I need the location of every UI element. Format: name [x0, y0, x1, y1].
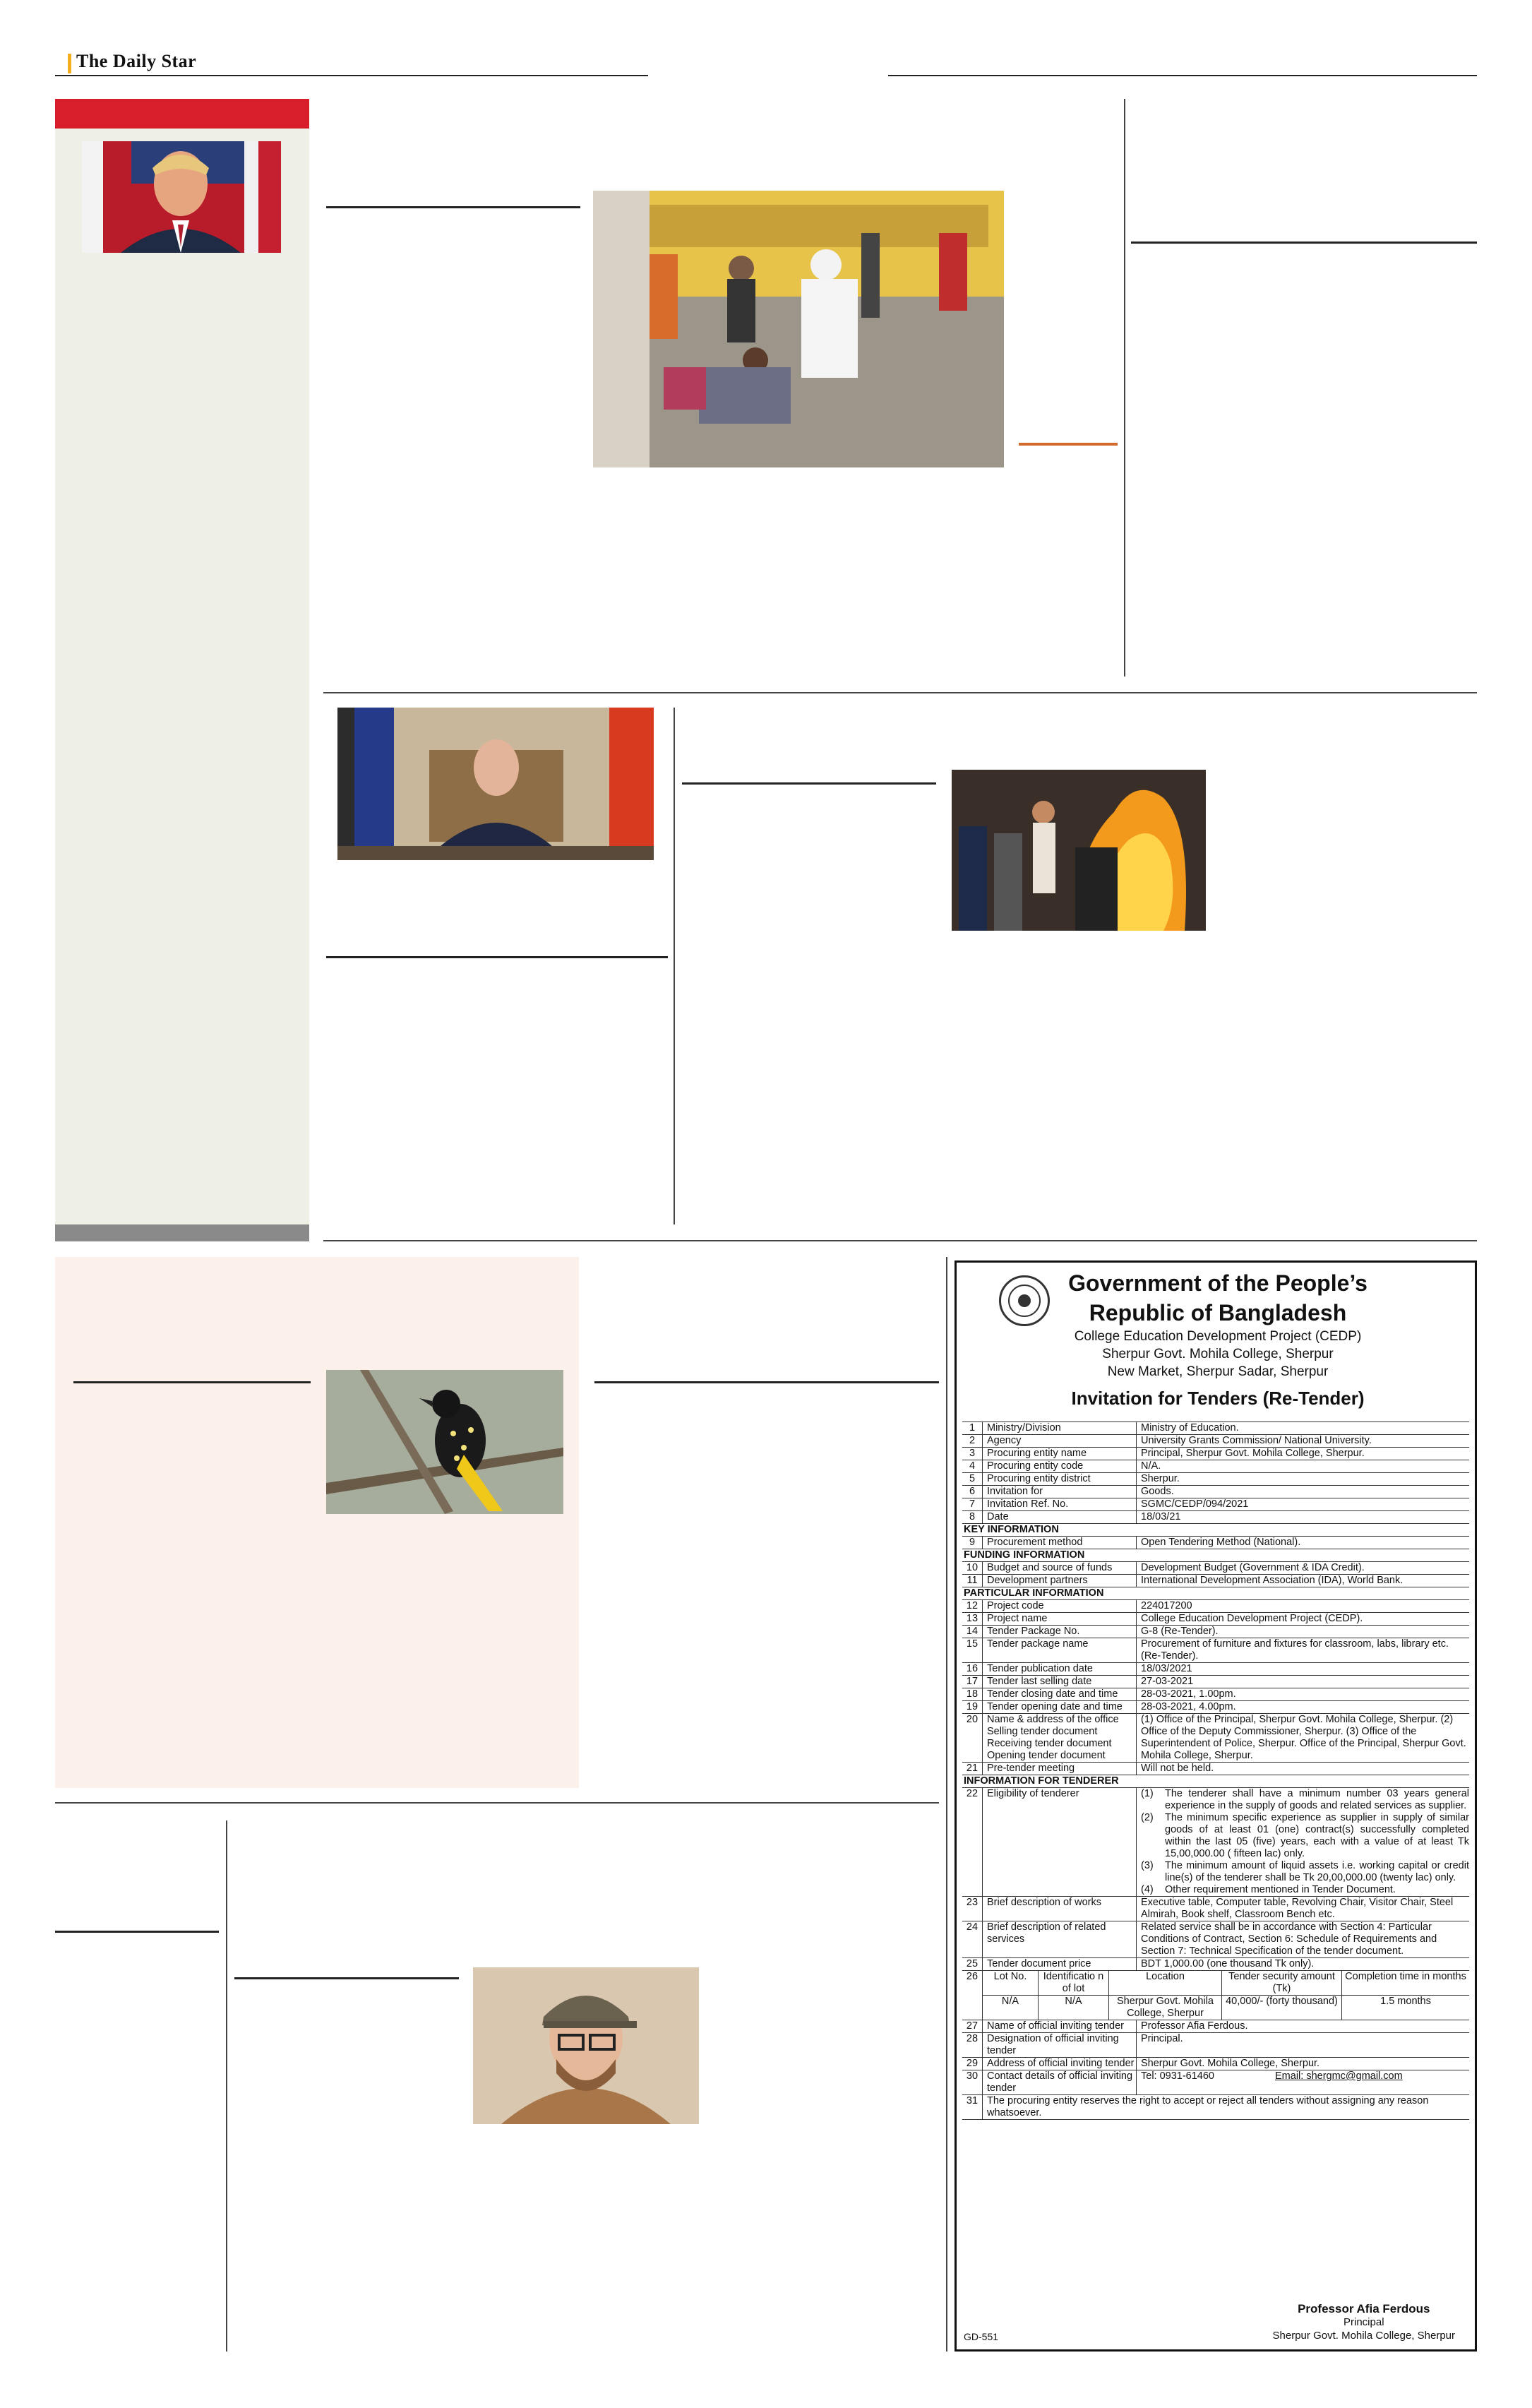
cell-label: Procurement method — [982, 1537, 1136, 1549]
cell-value: Executive table, Computer table, Revolving Chair, Visitor Chair, Steel Almirah, Book shelf, Classroom Bench etc. — [1136, 1897, 1469, 1921]
cell-label: Invitation for — [982, 1486, 1136, 1498]
table-row — [962, 1460, 1469, 1473]
column-divider — [1124, 99, 1125, 676]
cell-value: 18/03/2021 — [1136, 1663, 1469, 1675]
tender-table — [962, 1421, 1469, 2120]
cell-label: Tender opening date and time — [982, 1701, 1136, 1713]
project-name: College Education Development Project (CEDP) — [1074, 1329, 1362, 1344]
cell-n: 29 — [966, 2058, 979, 2069]
table-row — [962, 1638, 1469, 1663]
section-rule-3 — [55, 1802, 939, 1804]
cell-label: Tender last selling date — [982, 1676, 1136, 1688]
table-row — [962, 1613, 1469, 1626]
signatory-name: Professor Afia Ferdous — [1298, 2302, 1430, 2315]
cell-n: 11 — [967, 1575, 978, 1586]
lot-table-row: 26 Lot No. Identificatio n of lot Location Tender security amount (Tk) Completion time in months N/A N/A Sherpur Govt. Mohila College, Sherpur 40,000/- (forty thousand) 1.5 months — [962, 1971, 1469, 2020]
column-divider-3 — [946, 1257, 947, 2352]
cell-label: Procuring entity code — [982, 1460, 1136, 1472]
fire-photo[interactable] — [952, 770, 1206, 931]
cell-n: 9 — [969, 1537, 976, 1548]
section-particular-information: PARTICULAR INFORMATION — [962, 1587, 1469, 1600]
cell-value: BDT 1,000.00 (one thousand Tk only). — [1136, 1958, 1469, 1970]
cell-label: Pre-tender meeting — [982, 1763, 1136, 1775]
eligibility-item: (3) The minimum amount of liquid assets i.e. working capital or credit line(s) of the tenderer shall be Tk 20,00,000.00 (twenty lac) only. — [1141, 1860, 1469, 1883]
table-row — [962, 1448, 1469, 1460]
government-emblem-icon — [999, 1275, 1050, 1326]
table-row — [962, 2033, 1469, 2058]
cell-label: Tender package name — [982, 1638, 1136, 1662]
station-photo[interactable] — [593, 191, 1004, 467]
cell-value: 18/03/21 — [1136, 1511, 1469, 1523]
cell-n: 4 — [969, 1460, 976, 1472]
cell-label: Procuring entity name — [982, 1448, 1136, 1460]
table-row: 30 Contact details of official inviting tender Tel: 0931-61460 Email: shergmc@gmail.com — [962, 2070, 1469, 2095]
cell-value: 224017200 — [1136, 1600, 1469, 1612]
cell-n: 1 — [969, 1422, 976, 1434]
fire-story-rule — [682, 782, 936, 785]
cell-label: Name & address of the office Selling tender document Receiving tender document Opening tender document — [982, 1714, 1136, 1762]
invitation-title: Invitation for Tenders (Re-Tender) — [1071, 1388, 1365, 1409]
table-row — [962, 1921, 1469, 1958]
section-rule-1 — [323, 692, 1477, 693]
section-funding-information: FUNDING INFORMATION — [962, 1549, 1469, 1562]
cell-label: Ministry/Division — [982, 1422, 1136, 1434]
table-row — [962, 1626, 1469, 1638]
cell-value: Development Budget (Government & IDA Credit). — [1136, 1562, 1469, 1574]
cell-label: Agency — [982, 1435, 1136, 1447]
cell-n: 24 — [966, 1921, 979, 1933]
man-photo[interactable] — [473, 1967, 699, 2124]
cell-label: Date — [982, 1511, 1136, 1523]
cell-label: Name of official inviting tender — [982, 2020, 1136, 2032]
table-row — [962, 1701, 1469, 1714]
cell-value: University Grants Commission/ National University. — [1136, 1435, 1469, 1447]
table-row — [962, 1958, 1469, 1971]
cell-label: Brief description of related services — [982, 1921, 1136, 1957]
cell-label: Development partners — [982, 1575, 1136, 1587]
cell-value: 28-03-2021, 4.00pm. — [1136, 1701, 1469, 1713]
cell-label: Brief description of works — [982, 1897, 1136, 1921]
table-row — [962, 1562, 1469, 1575]
lot-header: Tender security amount (Tk) — [1221, 1971, 1341, 1995]
table-row — [962, 1435, 1469, 1448]
cell-value: Goods. — [1136, 1486, 1469, 1498]
cell-value: SGMC/CEDP/094/2021 — [1136, 1498, 1469, 1510]
cell-label: Invitation Ref. No. — [982, 1498, 1136, 1510]
header-rule-left — [55, 75, 648, 76]
college-name: Sherpur Govt. Mohila College, Sherpur — [1102, 1347, 1334, 1361]
tender-notice — [954, 1260, 1477, 2352]
cell-value: 27-03-2021 — [1136, 1676, 1469, 1688]
lot-value: 1.5 months — [1341, 1996, 1469, 2020]
cell-n: 27 — [966, 2020, 979, 2032]
orange-accent-rule — [1019, 443, 1118, 446]
government-title-line2: Republic of Bangladesh — [1089, 1300, 1347, 1325]
feature-panel — [55, 1257, 579, 1788]
cell-n: 13 — [966, 1613, 979, 1624]
table-row — [962, 1498, 1469, 1511]
cell-value: (1) Office of the Principal, Sherpur Govt. Mohila College, Sherpur. (2) Office of the Deputy Commissioner, Sherpur. (3) Office of the Superintendent of Police, Sherpur. Office of the Principal, Sherpur Govt. Mohila College, Sherpur. — [1136, 1714, 1469, 1762]
cell-value: Principal. — [1136, 2033, 1469, 2057]
cell-n: 21 — [966, 1763, 979, 1774]
cell-n: 25 — [966, 1958, 979, 1969]
cell-n: 2 — [969, 1435, 976, 1446]
cell-n: 15 — [966, 1638, 979, 1650]
sidebar-red-bar — [55, 99, 309, 129]
bottom-story-rule — [234, 1977, 459, 1979]
section-information-for-tenderer: INFORMATION FOR TENDERER — [962, 1775, 1469, 1788]
table-row — [962, 1537, 1469, 1549]
column-divider-2 — [674, 708, 675, 1224]
cell-label: Designation of official inviting tender — [982, 2033, 1136, 2057]
cell-n: 10 — [966, 1562, 979, 1573]
table-row — [962, 1486, 1469, 1498]
cell-label: Procuring entity district — [982, 1473, 1136, 1485]
cell-value: N/A. — [1136, 1460, 1469, 1472]
masthead-accent — [68, 54, 71, 73]
cell-n: 5 — [969, 1473, 976, 1484]
cell-n: 16 — [966, 1663, 979, 1674]
cell-label: Tender Package No. — [982, 1626, 1136, 1638]
lot-value: N/A — [1038, 1996, 1108, 2020]
cell-label: Project name — [982, 1613, 1136, 1625]
cell-value: Ministry of Education. — [1136, 1422, 1469, 1434]
section-key-information: KEY INFORMATION — [962, 1524, 1469, 1537]
lot-value: Sherpur Govt. Mohila College, Sherpur — [1108, 1996, 1221, 2020]
cell-value: Will not be held. — [1136, 1763, 1469, 1775]
cell-value: 28-03-2021, 1.00pm. — [1136, 1688, 1469, 1700]
cell-label: Budget and source of funds — [982, 1562, 1136, 1574]
lot-header: Location — [1108, 1971, 1221, 1995]
lot-header: Identificatio n of lot — [1038, 1971, 1108, 1995]
putin-story-rule — [326, 956, 668, 958]
cell-n: 6 — [969, 1486, 976, 1497]
cell-n: 8 — [969, 1511, 976, 1522]
cell-label: Tender document price — [982, 1958, 1136, 1970]
cell-value: International Development Association (IDA), World Bank. — [1136, 1575, 1469, 1587]
sidebar-gray-bar — [55, 1224, 309, 1241]
lot-header: Lot No. — [993, 1971, 1027, 1982]
cell-value: Professor Afia Ferdous. — [1136, 2020, 1469, 2032]
table-row — [962, 2020, 1469, 2033]
table-row — [962, 1663, 1469, 1676]
cell-value: Procurement of furniture and fixtures for classroom, labs, library etc. (Re-Tender). — [1136, 1638, 1469, 1662]
college-address: New Market, Sherpur Sadar, Sherpur — [1107, 1364, 1329, 1379]
cell-n: 23 — [966, 1897, 979, 1908]
eligibility-item: (4) Other requirement mentioned in Tender Document. — [1141, 1884, 1396, 1895]
contact-phone: Tel: 0931-61460 — [1141, 2070, 1214, 2082]
column-divider-4 — [226, 1820, 227, 2352]
table-row — [962, 1511, 1469, 1524]
cell-n: 3 — [969, 1448, 976, 1459]
story-headline-rule — [326, 206, 580, 208]
government-title-line1: Government of the People’s — [1068, 1270, 1368, 1296]
lot-value: N/A — [1001, 1996, 1019, 2007]
table-row: 22 Eligibility of tenderer (1) The tenderer shall have a minimum number 03 years general experience in the supply of goods and related services as supplier. (2) The minimum specific experience as supplier in supply of similar goods of at least 01 (one) contract(s) successfully completed within the last 05 (five) years, each with a value of at least Tk 15,00,000.00 ( fifteen lac) only. (3) The minimum amount of liquid assets i.e. working capital or credit line(s) of the tenderer shall be Tk 20,00,000.00 (twenty lac) only. (4) Other requirement mentioned in Tender Document. — [962, 1788, 1469, 1897]
table-row — [962, 1763, 1469, 1775]
lot-header: Completion time in months — [1341, 1971, 1469, 1995]
section-rule-2 — [323, 1240, 1477, 1241]
table-row — [962, 1422, 1469, 1435]
cell-n: 17 — [966, 1676, 979, 1687]
trump-photo[interactable] — [82, 141, 281, 253]
cell-n: 28 — [966, 2033, 979, 2044]
cell-value: Sherpur. — [1136, 1473, 1469, 1485]
cell-label: Tender publication date — [982, 1663, 1136, 1675]
cell-value: G-8 (Re-Tender). — [1136, 1626, 1469, 1638]
middle-story-rule — [594, 1381, 939, 1383]
table-row — [962, 1600, 1469, 1613]
right-column-rule — [1131, 242, 1477, 244]
brief-story-rule — [55, 1931, 219, 1933]
cell-value: Sherpur Govt. Mohila College, Sherpur. — [1136, 2058, 1469, 2070]
table-row — [962, 1676, 1469, 1688]
table-row — [962, 1688, 1469, 1701]
header-rule-right — [888, 75, 1477, 76]
cell-value: Open Tendering Method (National). — [1136, 1537, 1469, 1549]
cell-n: 19 — [966, 1701, 979, 1712]
signature-block — [1273, 2302, 1455, 2342]
table-row — [962, 2058, 1469, 2070]
table-row: 31 The procuring entity reserves the right to accept or reject all tenders without assigning any reason whatsoever. — [962, 2095, 1469, 2120]
masthead-logo[interactable]: The Daily Star — [76, 51, 197, 71]
ad-code: GD-551 — [964, 2331, 999, 2342]
cell-value: College Education Development Project (CEDP). — [1136, 1613, 1469, 1625]
table-row — [962, 1714, 1469, 1763]
table-row — [962, 1473, 1469, 1486]
putin-photo[interactable] — [337, 708, 654, 860]
table-row — [962, 1575, 1469, 1587]
eligibility-item: (1) The tenderer shall have a minimum number 03 years general experience in the supply of goods and related services as supplier. — [1141, 1788, 1469, 1811]
cell-label: Tender closing date and time — [982, 1688, 1136, 1700]
cell-n: 12 — [966, 1600, 979, 1611]
signatory-title: Principal — [1344, 2316, 1384, 2328]
cell-n: 14 — [966, 1626, 979, 1637]
cell-label: Address of official inviting tender — [982, 2058, 1136, 2070]
cell-n: 18 — [966, 1688, 979, 1700]
lot-value: 40,000/- (forty thousand) — [1221, 1996, 1341, 2020]
cell-n: 7 — [969, 1498, 976, 1510]
eligibility-item: (2) The minimum specific experience as supplier in supply of similar goods of at least 01 (one) contract(s) successfully completed within the last 05 (five) years, each with a value of at least Tk 15,00,000.00 ( fifteen lac) only. — [1141, 1812, 1469, 1859]
contact-email[interactable]: Email: shergmc@gmail.com — [1275, 2070, 1403, 2082]
feature-headline-rule — [73, 1381, 311, 1383]
table-row — [962, 1897, 1469, 1921]
sidebar-column — [55, 99, 309, 1241]
signatory-org: Sherpur Govt. Mohila College, Sherpur — [1272, 2330, 1455, 2342]
cell-value: Principal, Sherpur Govt. Mohila College, Sherpur. — [1136, 1448, 1469, 1460]
cell-value: Related service shall be in accordance with Section 4: Particular Conditions of Contract, Section 6: Schedule of Requirements and Section 7: Technical Specification of the tender document. — [1136, 1921, 1469, 1957]
cell-n: 20 — [966, 1714, 979, 1725]
cell-label: Project code — [982, 1600, 1136, 1612]
bird-photo[interactable] — [326, 1370, 563, 1514]
tender-header — [1063, 1268, 1373, 1410]
